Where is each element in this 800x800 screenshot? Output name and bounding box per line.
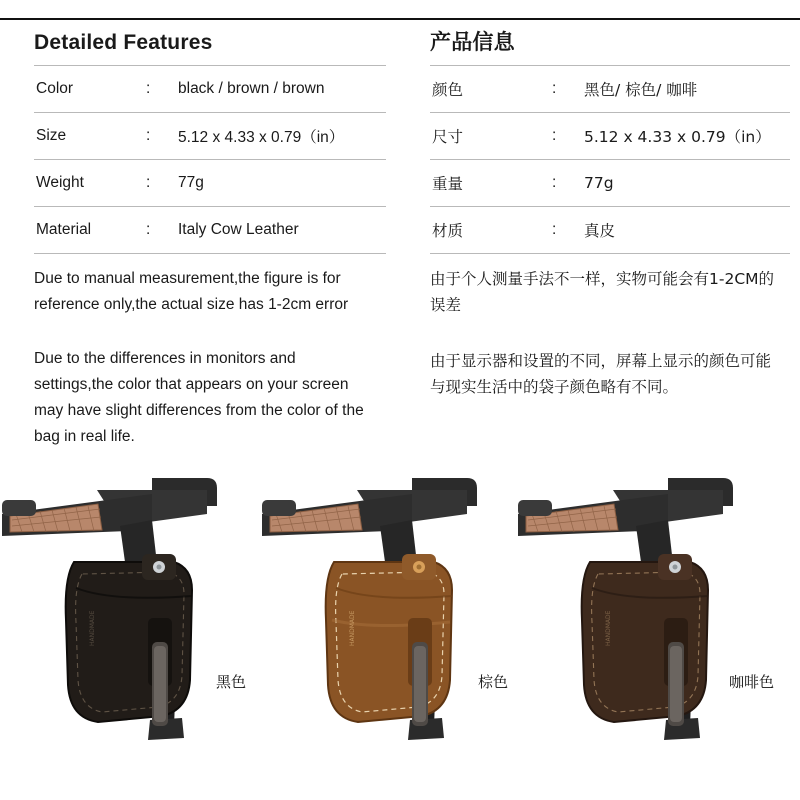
english-color-note: Due to the differences in monitors and settings,the color that appears on your screen may have slight differences from the color of the bag in real life. <box>34 350 364 446</box>
spec-key: Color <box>34 66 144 113</box>
chinese-info-column <box>400 30 800 450</box>
spec-value: 5.12 x 4.33 x 0.79（in） <box>582 113 790 160</box>
svg-text:HANDMADE: HANDMADE <box>605 610 612 646</box>
english-title: Detailed Features <box>34 31 213 54</box>
product-caption: 棕色 <box>477 673 508 691</box>
leather-holster <box>582 554 708 726</box>
spec-value: 黑色/ 棕色/ 咖啡 <box>582 66 790 113</box>
spec-value: 真皮 <box>582 207 790 254</box>
holster-illustration-brown <box>262 470 512 770</box>
leather-holster <box>326 554 452 726</box>
spec-key: Weight <box>34 160 144 207</box>
spec-key: 尺寸 <box>430 113 550 160</box>
spec-value: 5.12 x 4.33 x 0.79（in） <box>176 113 386 160</box>
spec-key: 材质 <box>430 207 550 254</box>
chinese-color-note: 由于显示器和设置的不同，屏幕上显示的颜色可能与现实生活中的袋子颜色略有不同。 <box>430 352 772 397</box>
product-caption: 黑色 <box>215 673 246 691</box>
spec-separator: : <box>550 160 582 207</box>
spec-separator: : <box>144 66 176 113</box>
spec-separator: : <box>550 66 582 113</box>
spec-separator: : <box>550 113 582 160</box>
chinese-measurement-note: 由于个人测量手法不一样，实物可能会有1-2CM的误差 <box>430 270 775 315</box>
holster-illustration-coffee <box>518 470 768 770</box>
svg-text:HANDMADE: HANDMADE <box>89 610 96 646</box>
table-row <box>430 160 790 207</box>
table-row <box>430 66 790 113</box>
english-spec-table <box>34 65 386 254</box>
product-photo-coffee <box>518 470 774 770</box>
table-row <box>34 113 386 160</box>
english-info-column <box>0 30 400 450</box>
info-columns <box>0 30 800 450</box>
spec-separator: : <box>550 207 582 254</box>
spec-value: 77g <box>176 160 386 207</box>
chinese-spec-table <box>430 65 790 254</box>
spec-value: Italy Cow Leather <box>176 207 386 254</box>
chinese-title: 产品信息 <box>430 30 515 54</box>
table-row <box>34 160 386 207</box>
spec-key: Material <box>34 207 144 254</box>
table-row <box>430 113 790 160</box>
svg-text:HANDMADE: HANDMADE <box>349 610 356 646</box>
table-row <box>430 207 790 254</box>
spec-separator: : <box>144 207 176 254</box>
spec-value: black / brown / brown <box>176 66 386 113</box>
spec-key: 重量 <box>430 160 550 207</box>
spec-key: Size <box>34 113 144 160</box>
top-divider <box>0 18 800 20</box>
spec-separator: : <box>144 160 176 207</box>
product-caption: 咖啡色 <box>728 673 774 691</box>
table-row <box>34 66 386 113</box>
product-photo-brown <box>262 470 512 770</box>
product-photo-strip <box>0 470 800 800</box>
spec-value: 77g <box>582 160 790 207</box>
product-photo-black <box>2 470 252 770</box>
english-measurement-note: Due to manual measurement,the figure is for reference only,the actual size has 1-2cm error <box>34 270 349 314</box>
table-row <box>34 207 386 254</box>
leather-holster <box>66 554 192 726</box>
spec-separator: : <box>144 113 176 160</box>
holster-illustration-black <box>2 470 252 770</box>
spec-key: 颜色 <box>430 66 550 113</box>
